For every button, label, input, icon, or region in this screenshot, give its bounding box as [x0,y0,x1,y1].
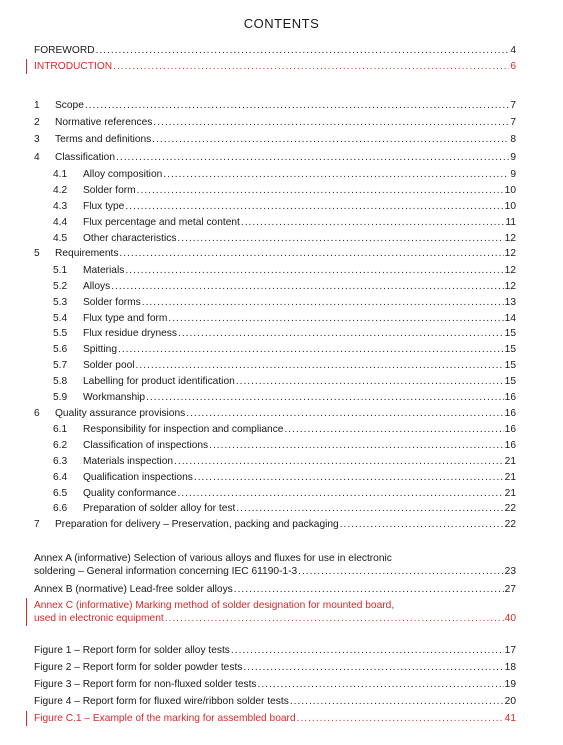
leader-dots [298,565,504,578]
toc-entry-title: Solder pool [83,360,135,371]
toc-entry-title: Responsibility for inspection and compliance [83,424,284,435]
toc-entry-row [34,133,516,146]
toc-entry-page-number: 15 [504,344,516,355]
toc-entry-page-number: 12 [504,233,516,244]
leader-dots [168,312,503,325]
toc-entry-row [34,116,516,129]
toc-entry-page-number: 17 [504,645,516,656]
toc-entry[interactable] [34,296,516,309]
toc-entry-row [34,518,516,531]
toc-entry-title: Quality conformance [83,488,177,499]
toc-entry-number: 3 [34,134,40,145]
leader-dots [96,44,510,57]
leader-dots [165,612,504,625]
toc-entry-title: FOREWORD [34,45,95,56]
toc-entry-row [34,407,516,420]
toc-entry[interactable] [34,583,516,596]
toc-entry-number: 7 [34,519,40,530]
toc-entry-title: Solder forms [83,297,141,308]
leader-dots [231,644,504,657]
toc-entry-number: 6.6 [53,503,68,514]
leader-dots [146,391,504,404]
toc-entry-row [34,644,516,657]
leader-dots [174,455,504,468]
toc-entry-title: Alloys [83,281,111,292]
toc-entry[interactable] [34,327,516,340]
toc-entry-row [34,264,516,277]
toc-entry-number: 6.4 [53,472,68,483]
toc-entry-page-number: 41 [504,713,516,724]
leader-dots [243,661,503,674]
toc-entry[interactable] [34,599,516,625]
toc-entry[interactable] [34,200,516,213]
toc-entry-page-number: 19 [504,679,516,690]
toc-entry[interactable] [34,644,516,657]
toc-entry-page-number: 13 [504,297,516,308]
toc-entry-page-number: 15 [504,376,516,387]
leader-dots [111,280,503,293]
toc-entry-row [34,391,516,404]
toc-entry-page-number: 23 [504,566,516,577]
leader-dots [340,518,504,531]
toc-entry-page-number: 7 [510,100,516,111]
toc-entry-number: 6.5 [53,488,68,499]
toc-entry-row [34,471,516,484]
toc-entry-title: Scope [55,100,84,111]
toc-entry-page-number: 20 [504,696,516,707]
leader-dots [178,327,504,340]
toc-entry-row [34,487,516,500]
toc-entry-row [34,200,516,213]
toc-entry-number: 6 [34,408,40,419]
leader-dots [136,359,504,372]
toc-entry-row [34,612,516,625]
toc-entry[interactable] [34,60,516,73]
toc-entry-row [34,216,516,229]
leader-dots [119,247,503,260]
toc-entry-row [34,583,516,596]
toc-entry-page-number: 22 [504,503,516,514]
toc-entry-title: Materials [83,265,125,276]
page-title: CONTENTS [243,16,320,31]
toc-entry[interactable] [34,359,516,372]
toc-entry-title: Requirements [55,248,119,259]
toc-entry-title: soldering – General information concerning IEC 61190-1-3 [34,566,298,577]
toc-entry-number: 1 [34,100,40,111]
toc-entry-number: 4 [34,152,40,163]
change-bar [26,59,27,74]
toc-entry-row [34,44,516,57]
leader-dots [234,583,504,596]
toc-entry[interactable] [34,312,516,325]
toc-entry-row [34,327,516,340]
toc-entry-number: 5.2 [53,281,68,292]
toc-entry[interactable] [34,471,516,484]
leader-dots [177,232,503,245]
toc-entry[interactable] [34,439,516,452]
toc-entry-number: 5.3 [53,297,68,308]
toc-entry-title-line: Annex C (informative) Marking method of solder designation for mounted board, [34,600,395,611]
leader-dots [177,487,503,500]
leader-dots [125,264,503,277]
leader-dots [186,407,503,420]
toc-entry-page-number: 15 [504,328,516,339]
toc-entry[interactable] [34,280,516,293]
toc-entry-title: Figure 2 – Report form for solder powder tests [34,662,243,673]
toc-entry-page-number: 9 [510,152,516,163]
toc-entry-page-number: 16 [504,440,516,451]
toc-entry[interactable] [34,487,516,500]
toc-entry-row [34,296,516,309]
toc-entry-title: Figure 3 – Report form for non-fluxed solder tests [34,679,257,690]
toc-entry-page-number: 4 [510,45,516,56]
toc-entry-title: Qualification inspections [83,472,193,483]
leader-dots [152,133,509,146]
toc-entry-row [34,502,516,515]
toc-entry-page-number: 10 [504,201,516,212]
toc-entry-row [34,375,516,388]
toc-entry-page-number: 27 [504,584,516,595]
toc-entry[interactable] [34,184,516,197]
toc-entry-row [34,232,516,245]
toc-entry-title: Annex B (normative) Lead-free solder alloys [34,584,233,595]
toc-entry-title: used in electronic equipment [34,613,164,624]
toc-entry[interactable] [34,502,516,515]
toc-entry-title: Figure 1 – Report form for solder alloy tests [34,645,230,656]
toc-entry-number: 5.5 [53,328,68,339]
toc-entry-title: Preparation for delivery – Preservation, packing and packaging [55,519,339,530]
toc-entry-page-number: 21 [504,456,516,467]
toc-entry-title: Solder form [83,185,136,196]
toc-entry-number: 5.7 [53,360,68,371]
leader-dots [258,678,504,691]
toc-entry[interactable] [34,375,516,388]
toc-entry-title: Materials inspection [83,456,174,467]
toc-entry[interactable] [34,661,516,674]
toc-entry-title: Workmanship [83,392,146,403]
leader-dots [194,471,504,484]
toc-entry-row [34,280,516,293]
toc-entry-row [34,312,516,325]
toc-entry-number: 5.1 [53,265,68,276]
toc-entry-row [34,661,516,674]
toc-entry[interactable] [34,712,516,725]
toc-entry[interactable] [34,518,516,531]
toc-entry-row [34,247,516,260]
toc-entry-number: 5.8 [53,376,68,387]
toc-entry-title: Classification of inspections [83,440,209,451]
leader-dots [236,375,504,388]
toc-entry-title: Figure C.1 – Example of the marking for assembled board [34,713,296,724]
toc-entry-row [34,184,516,197]
toc-entry-number: 6.3 [53,456,68,467]
toc-entry-number: 2 [34,117,40,128]
toc-entry-number: 5.9 [53,392,68,403]
leader-dots [209,439,504,452]
toc-entry-title: Flux residue dryness [83,328,177,339]
toc-entry-title: Labelling for product identification [83,376,235,387]
toc-entry[interactable] [34,151,516,164]
toc-entry-page-number: 21 [504,472,516,483]
toc-entry-number: 4.3 [53,201,68,212]
toc-entry[interactable] [34,99,516,112]
toc-entry[interactable] [34,168,516,181]
toc-entry-row [34,439,516,452]
toc-entry-number: 6.2 [53,440,68,451]
toc-entry-page-number: 7 [510,117,516,128]
toc-entry-row [34,423,516,436]
toc-entry-page-number: 21 [504,488,516,499]
toc-entry[interactable] [34,44,516,57]
toc-entry-page-number: 16 [504,424,516,435]
toc-entry-title: INTRODUCTION [34,61,113,72]
leader-dots [116,151,509,164]
toc-entry-row [34,678,516,691]
leader-dots [125,200,503,213]
toc-entry-title-line: Annex A (informative) Selection of various alloys and fluxes for use in electronic [34,553,392,564]
toc-entry-number: 5 [34,248,40,259]
toc-entry-number: 4.5 [53,233,68,244]
toc-entry[interactable] [34,247,516,260]
leader-dots [113,60,509,73]
toc-entry-page-number: 14 [504,313,516,324]
leader-dots [163,168,509,181]
leader-dots [284,423,503,436]
toc-entry[interactable] [34,455,516,468]
toc-entry-page-number: 10 [504,185,516,196]
toc-entry[interactable] [34,216,516,229]
leader-dots [137,184,504,197]
toc-entry[interactable] [34,423,516,436]
toc-entry-title: Figure 4 – Report form for fluxed wire/ribbon solder tests [34,696,289,707]
toc-entry-page-number: 15 [504,360,516,371]
toc-entry-title: Flux type [83,201,125,212]
toc-entry-page-number: 8 [510,134,516,145]
toc-entry-page-number: 6 [510,61,516,72]
toc-entry-page-number: 12 [504,265,516,276]
toc-entry-page-number: 12 [504,248,516,259]
toc-entry[interactable] [34,552,516,578]
toc-entry-title: Spitting [83,344,117,355]
toc-entry-page-number: 22 [504,519,516,530]
toc-entry-title: Terms and definitions [55,134,152,145]
toc-entry-row [34,712,516,725]
leader-dots [85,99,509,112]
leader-dots [118,343,504,356]
leader-dots [290,695,504,708]
toc-entry[interactable] [34,264,516,277]
toc-entry-row [34,168,516,181]
toc-entry-title: Classification [55,152,116,163]
leader-dots [142,296,504,309]
toc-entry-number: 5.6 [53,344,68,355]
leader-dots [241,216,505,229]
leader-dots [297,712,504,725]
toc-entry-row [34,565,516,578]
toc-entry[interactable] [34,407,516,420]
toc-entry[interactable] [34,232,516,245]
toc-entry-row [34,99,516,112]
toc-entry-title: Other characteristics [83,233,177,244]
toc-entry-title: Flux percentage and metal content [83,217,240,228]
toc-entry-page-number: 11 [505,217,516,228]
toc-entry-page-number: 12 [504,281,516,292]
toc-entry-page-number: 16 [504,392,516,403]
toc-entry-row [34,151,516,164]
toc-entry-title: Flux type and form [83,313,168,324]
toc-entry-title: Quality assurance provisions [55,408,186,419]
toc-entry-page-number: 9 [510,169,516,180]
toc-entry-title: Preparation of solder alloy for test [83,503,236,514]
toc-entry-number: 4.1 [53,169,68,180]
toc-entry[interactable] [34,695,516,708]
toc-entry-title: Alloy composition [83,169,163,180]
toc-entry[interactable] [34,678,516,691]
toc-entry-page-number: 18 [504,662,516,673]
toc-entry-row [34,695,516,708]
toc-entry[interactable] [34,343,516,356]
toc-entry-row [34,359,516,372]
toc-entry[interactable] [34,116,516,129]
toc-entry-row [34,343,516,356]
change-bar [26,711,27,726]
toc-entry-row [34,455,516,468]
toc-entry-page-number: 16 [504,408,516,419]
toc-entry[interactable] [34,391,516,404]
leader-dots [236,502,503,515]
toc-entry-number: 5.4 [53,313,68,324]
toc-entry-number: 6.1 [53,424,68,435]
toc-entry[interactable] [34,133,516,146]
toc-entry-title: Normative references [55,117,153,128]
leader-dots [153,116,509,129]
toc-entry-page-number: 40 [504,613,516,624]
toc-entry-number: 4.4 [53,217,68,228]
toc-entry-row [34,60,516,73]
toc-entry-number: 4.2 [53,185,68,196]
change-bar [26,598,27,626]
